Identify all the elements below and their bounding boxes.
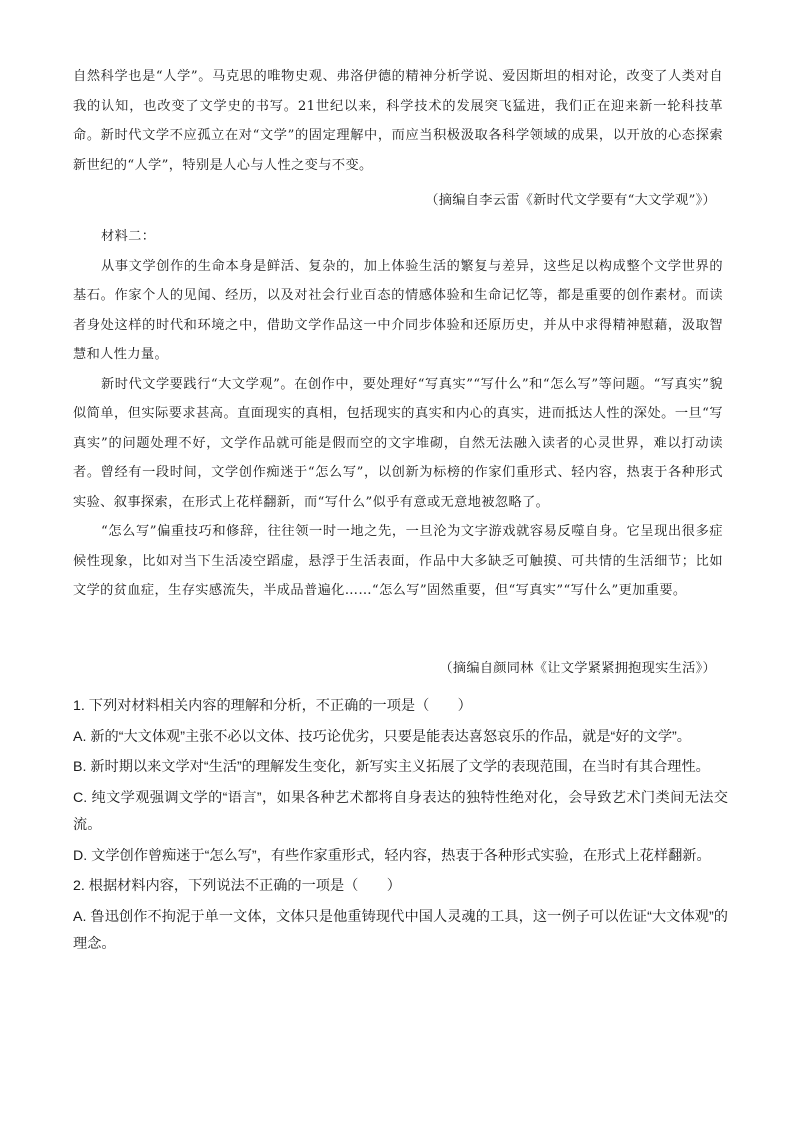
question-one-option-a: A. 新的“大文体观”主张不必以文体、技巧论优劣，只要是能表达喜怒哀乐的作品，就是“好的文学”。 xyxy=(73,728,691,745)
material-two-paragraph: “怎么写”偏重技巧和修辞，往往领一时一地之先，一旦沦为文字游戏就容易反噬自身。它呈现出很多症候性现象，比如对当下生活凌空蹈虚，悬浮于生活表面，作品中大多缺乏可触摸、可共情的生活细节；比如文学的贫血症，生存实感流失，半成品普遍化……“怎么写”固然重要，但“写真实”“写什么”更加重要。 xyxy=(73,524,723,598)
question-one-option-c: C. 纯文学观强调文学的“语言”，如果各种艺术都将自身表达的独特性绝对化，会导致艺术门类间无法交流。 xyxy=(73,789,728,833)
question-one-option-b: B. 新时期以来文学对“生活”的理解发生变化，新写实主义拓展了文学的表现范围，在当时有其合理性。 xyxy=(73,759,710,775)
question-one-stem: 1. 下列对材料相关内容的理解和分析，不正确的一项是（ ） xyxy=(73,698,472,714)
question-two-stem: 2. 根据材料内容，下列说法不正确的一项是（ ） xyxy=(73,878,401,894)
citation-two: （摘编自颜同林《让文学紧紧拥抱现实生活》） xyxy=(439,661,716,676)
question-one-option-d: D. 文学创作曾痴迷于“怎么写”，有些作家重形式，轻内容，热衷于各种形式实验，在形式上花样翻新。 xyxy=(73,847,711,864)
questions-section xyxy=(73,693,728,959)
question-two-option-a: A. 鲁迅创作不拘泥于单一文体，文体只是他重铸现代中国人灵魂的工具，这一例子可以佐证“大文体观”的理念。 xyxy=(73,908,728,952)
material-two-paragraph: 从事文学创作的生命本身是鲜活、复杂的，加上体验生活的繁复与差异，这些足以构成整个文学世界的基石。作家个人的见闻、经历，以及对社会行业百态的情感体验和生命记忆等，都是重要的创作素材。而读者身处这样的时代和环境之中，借助文学作品这一中介同步体验和还原历史，并从中求得精神慰藉，汲取智慧和人性力量。 xyxy=(73,258,723,362)
material-two xyxy=(73,222,723,606)
material-one-ending xyxy=(73,62,723,180)
material-two-paragraph: 新时代文学要践行“大文学观”。在创作中，要处理好“写真实”“写什么”和“怎么写”等问题。“写真实”貌似简单，但实际要求甚高。直面现实的真相，包括现实的真实和内心的真实，进而抵达人性的深处。一旦“写真实”的问题处理不好，文学作品就可能是假而空的文字堆砌，自然无法融入读者的心灵世界，难以打动读者。曾经有一段时间，文学创作痴迷于“怎么写”，以创新为标榜的作家们重形式、轻内容，热衷于各种形式实验、叙事探索，在形式上花样翻新，而“写什么”似乎有意或无意地被忽略了。 xyxy=(73,376,723,510)
material-two-title: 材料二： xyxy=(101,229,156,244)
citation-one: （摘编自李云雷《新时代文学要有“大文学观”》） xyxy=(425,193,716,208)
material-one-paragraph: 自然科学也是“人学”。马克思的唯物史观、弗洛伊德的精神分析学说、爱因斯坦的相对论，改变了人类对自我的认知，也改变了文学史的书写。21世纪以来，科学技术的发展突飞猛进，我们正在迎来新一轮科技革命。新时代文学不应孤立在对“文学”的固定理解中，而应当积极汲取各科学领域的成果，以开放的心态探索新世纪的“人学”，特别是人心与人性之变与不变。 xyxy=(73,69,723,173)
